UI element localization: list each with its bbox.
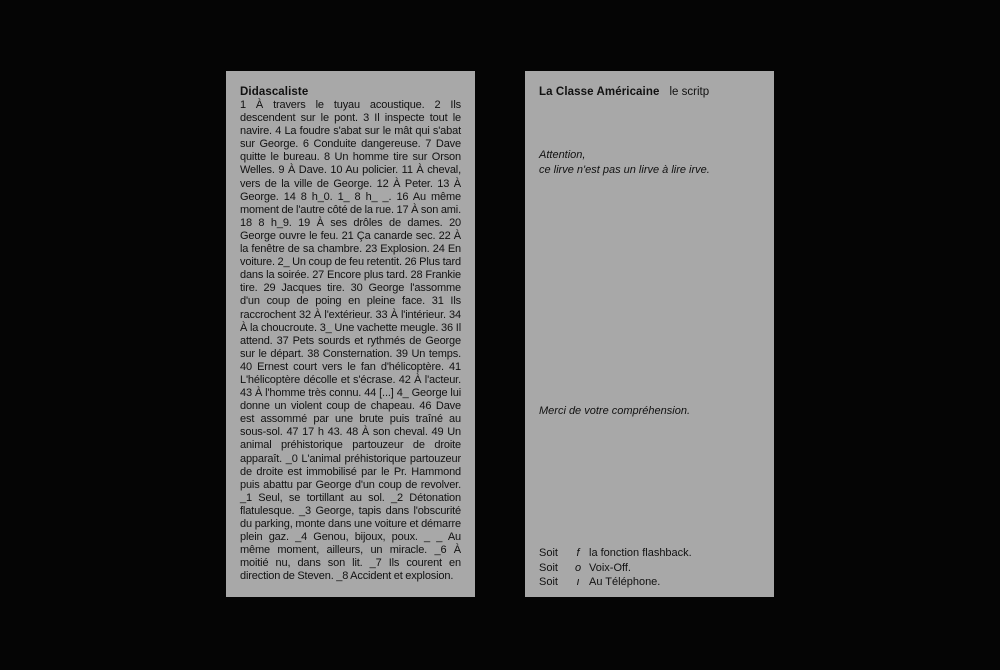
thanks-note: Merci de votre compréhension. — [539, 405, 691, 417]
symbol-legend — [539, 546, 692, 590]
legend-word: Soit — [539, 561, 558, 574]
card-title: La Classe Américaine — [539, 86, 660, 98]
script-info-card — [525, 71, 774, 597]
legend-symbol: f — [576, 547, 580, 559]
legend-definition: la fonction flashback. — [589, 547, 692, 559]
didascaliste-card — [226, 71, 475, 597]
legend-word: Soit — [539, 576, 558, 588]
legend-definition: Au Téléphone. — [589, 576, 661, 588]
legend-definition: Voix-Off. — [589, 561, 631, 574]
attention-line-1: Attention, — [539, 149, 586, 161]
legend-row — [539, 575, 692, 590]
legend-symbol: o — [574, 561, 582, 574]
card-title: Didascaliste — [240, 86, 309, 98]
card-subtitle: le scritp — [669, 86, 710, 98]
attention-note — [539, 148, 710, 178]
card-header — [539, 85, 760, 99]
legend-row — [539, 546, 692, 561]
didascalie-paragraph: 1 À travers le tuyau acoustique. 2 Ils descendent sur le pont. 3 Il inspecte tout le navire. 4 La foudre s'abat sur le mât qui s'abat sur George. 6 Conduite dangereuse. 7 Dave quitte le bureau. 8 Un homme tire sur Orson Welles. 9 À Dave. 10 Au policier. 11 À cheval, vers de la ville de George. 12 À Peter. 13 À George. 14 8 h_0. 1_ 8 h_ _. 16 Au même moment de l'autre côté de la rue. 17 À son ami. 18 8 h_9. 19 À ses drôles de dames. 20 George ouvre le feu. 21 Ça canarde sec. 22 À la fenêtre de sa chambre. 23 Explosion. 24 En voiture. 2_ Un coup de feu retentit. 26 Plus tard dans la soirée. 27 Encore plus tard. 28 Frankie tire. 29 Jacques tire. 30 George l'assomme d'un coup de poing en pleine face. 31 Ils raccrochent 32 À l'extérieur. 33 À l'intérieur. 34 À la choucroute. 3_ Une vachette meugle. 36 Il attend. 37 Pets sourds et rythmés de George sur le départ. 38 Consternation. 39 Un temps. 40 Ernest court vers le fan d'hélicoptère. 41 L'hélicoptère décolle et s'écrase. 42 À l'acteur. 43 À l'homme très connu. 44 [...] 4_ George lui donne un violent coup de chapeau. 46 Dave est assommé par une brute puis traîné au sous-sol. 47 17 h 43. 48 À son cheval. 49 Un animal préhistorique partouzeur de droite apparaît. _0 L'animal préhistorique partouzeur de droite est immobilisé par le Pr. Hammond puis abattu par George d'un coup de revolver. _1 Seul, se tortillant au sol. _2 Détonation flatulesque. _3 George, tapis dans l'obscurité du parking, monte dans une voiture et démarre plein gaz. _4 Genou, bijoux, poux. _ _ Au même moment, ailleurs, un miracle. _6 À moitié nu, dans son lit. _7 Ils courent en direction de Steven. _8 Accident et explosion. — [240, 99, 461, 583]
legend-row — [539, 561, 692, 576]
legend-symbol: ı — [576, 576, 580, 588]
legend-word: Soit — [539, 547, 558, 559]
attention-line-2: ce lirve n'est pas un lirve à lire irve. — [539, 164, 710, 176]
